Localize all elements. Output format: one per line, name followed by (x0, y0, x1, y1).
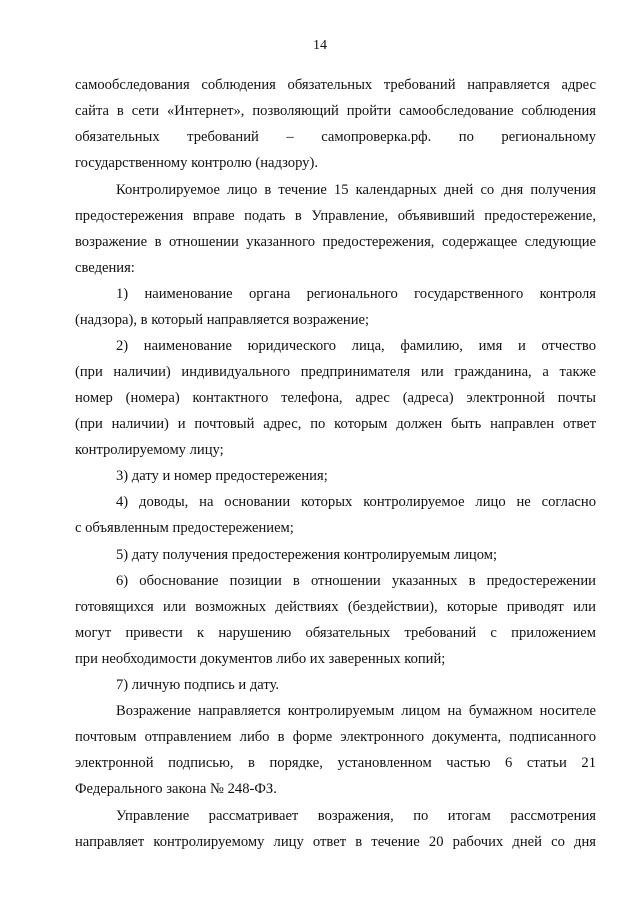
list-item-text: (при наличии) индивидуального предпринимателя или гражданина, а также (75, 364, 596, 380)
text-line: Возражение направляется контролируемым лицом на бумажном носителе (116, 703, 596, 719)
text-line: самообследования соблюдения обязательных требований направляется адрес (75, 77, 596, 93)
text-line: Федерального закона № 248-ФЗ. (75, 781, 277, 797)
list-item-text: контролируемому лицу; (75, 442, 224, 458)
list-item-text: (надзора), в который направляется возражение; (75, 312, 370, 328)
text-line: обязательных требований – самопроверка.рф. по региональному (75, 129, 596, 145)
list-item-text: 1) наименование органа регионального государственного контроля (116, 286, 596, 302)
text-line: Управление рассматривает возражения, по итогам рассмотрения (116, 808, 596, 824)
list-item-text: при необходимости документов либо их заверенных копий; (75, 651, 446, 667)
text-line: возражение в отношении указанного предостережения, содержащее следующие (75, 234, 596, 250)
text-line: предостережения вправе подать в Управление, объявивший предостережение, (75, 208, 596, 224)
list-item-text: 3) дату и номер предостережения; (116, 468, 328, 484)
list-item-text: 5) дату получения предостережения контролируемым лицом; (116, 547, 498, 563)
text-line: сайта в сети «Интернет», позволяющий пройти самообследование соблюдения (75, 103, 596, 119)
page-number: 14 (313, 38, 327, 53)
list-item-text: (при наличии) и почтовый адрес, по которым должен быть направлен ответ (75, 416, 596, 432)
list-item-text: с объявленным предостережением; (75, 520, 294, 536)
list-item-text: 2) наименование юридического лица, фамилию, имя и отчество (116, 338, 596, 354)
text-line: государственному контролю (надзору). (75, 155, 318, 171)
list-item-text: 4) доводы, на основании которых контролируемое лицо не согласно (116, 494, 596, 510)
list-item-text: 6) обоснование позиции в отношении указанных в предостережении (116, 573, 596, 589)
text-line: почтовым отправлением либо в форме электронного документа, подписанного (75, 729, 596, 745)
text-line: направляет контролируемому лицу ответ в течение 20 рабочих дней со дня (75, 834, 596, 850)
text-line: Контролируемое лицо в течение 15 календарных дней со дня получения (116, 182, 596, 198)
text-line: сведения: (75, 260, 135, 276)
list-item-text: могут привести к нарушению обязательных требований с приложением (75, 625, 596, 641)
list-item-text: готовящихся или возможных действиях (бездействии), которые приводят или (75, 599, 596, 615)
list-item-text: 7) личную подпись и дату. (116, 677, 280, 693)
list-item-text: номер (номера) контактного телефона, адрес (адреса) электронной почты (75, 390, 596, 406)
text-line: электронной подписью, в порядке, установленном частью 6 статьи 21 (75, 755, 596, 771)
